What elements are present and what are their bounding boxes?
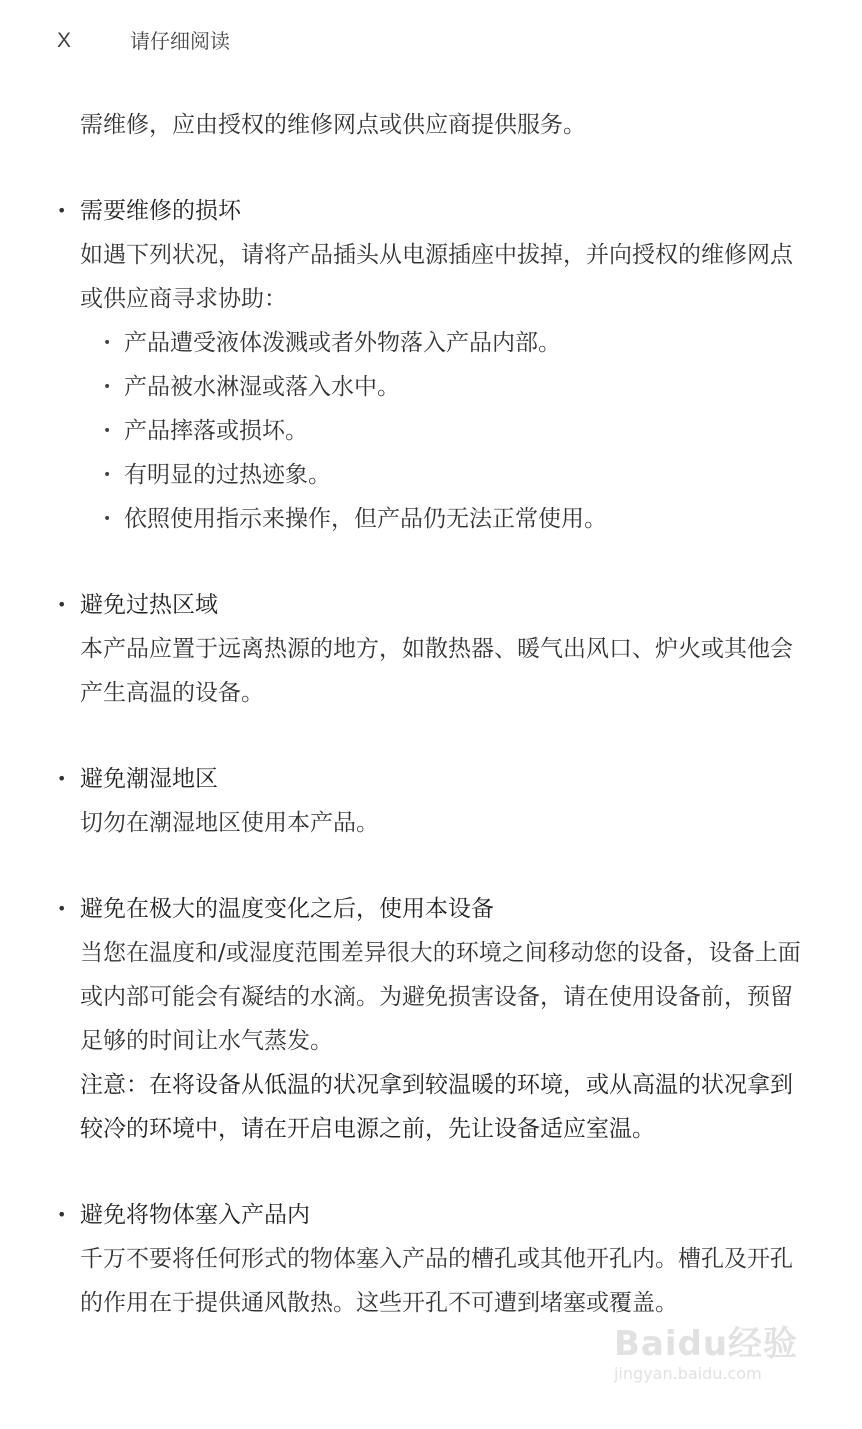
bullet-icon: • — [103, 423, 112, 439]
baidu-watermark — [614, 1316, 814, 1396]
watermark-url: jingyan.baidu.com — [614, 1364, 762, 1383]
list-item-text: 产品被水淋湿或落入水中。 — [124, 374, 400, 400]
section-title-text: 避免在极大的温度变化之后，使用本设备 — [80, 896, 494, 922]
section-avoid-heat — [0, 583, 862, 715]
section-title-text: 避免将物体塞入产品内 — [80, 1202, 310, 1228]
section-title-text: 避免过热区域 — [80, 592, 218, 618]
section-body: 本产品应置于远离热源的地方，如散热器、暖气出风口、炉火或其他会产生高温的设备。 — [80, 636, 793, 706]
list-item — [0, 321, 862, 365]
list-item-text: 依照使用指示来操作，但产品仍无法正常使用。 — [124, 506, 607, 532]
section-temperature-change — [0, 887, 862, 1151]
section-avoid-objects — [0, 1193, 862, 1325]
bullet-icon: • — [57, 595, 67, 614]
section-title — [0, 757, 862, 801]
section-title — [0, 189, 862, 233]
list-item — [0, 497, 862, 541]
section-title — [0, 887, 862, 931]
bullet-icon: • — [103, 335, 112, 351]
bullet-icon: • — [103, 379, 112, 395]
bullet-icon: • — [57, 1205, 67, 1224]
article-content — [0, 103, 862, 1325]
intro-paragraph: 需维修，应由授权的维修网点或供应商提供服务。 — [80, 112, 586, 138]
list-item-text: 产品摔落或损坏。 — [124, 418, 308, 444]
list-item — [0, 409, 862, 453]
section-title-text: 避免潮湿地区 — [80, 766, 218, 792]
section-title-text: 需要维修的损坏 — [80, 198, 241, 224]
section-title — [0, 1193, 862, 1237]
bullet-icon: • — [103, 511, 112, 527]
baidu-logo-icon: Baidu经验 — [614, 1324, 799, 1364]
bullet-icon: • — [57, 769, 67, 788]
section-body: 如遇下列状况，请将产品插头从电源插座中拔掉，并向授权的维修网点或供应商寻求协助： — [80, 242, 793, 312]
section-body: 切勿在潮湿地区使用本产品。 — [80, 810, 379, 836]
bullet-icon: • — [57, 899, 67, 918]
section-body: 千万不要将任何形式的物体塞入产品的槽孔或其他开孔内。槽孔及开孔的作用在于提供通风散热。这些开孔不可遭到堵塞或覆盖。 — [80, 1246, 793, 1316]
section-note: 注意：在将设备从低温的状况拿到较温暖的环境，或从高温的状况拿到较冷的环境中，请在开启电源之前，先让设备适应室温。 — [80, 1072, 793, 1142]
section-title — [0, 583, 862, 627]
section-body: 当您在温度和/或湿度范围差异很大的环境之间移动您的设备，设备上面或内部可能会有凝结的水滴。为避免损害设备，请在使用设备前，预留足够的时间让水气蒸发。 — [80, 940, 801, 1054]
list-item — [0, 453, 862, 497]
section-avoid-humidity — [0, 757, 862, 845]
list-item-text: 有明显的过热迹象。 — [124, 462, 331, 488]
section-repair-damage — [0, 189, 862, 541]
bullet-icon: • — [103, 467, 112, 483]
close-button[interactable]: X — [56, 29, 71, 52]
page-title: 请仔细阅读 — [130, 29, 230, 53]
damage-list — [0, 321, 862, 541]
list-item-text: 产品遭受液体泼溅或者外物落入产品内部。 — [124, 330, 561, 356]
bullet-icon: • — [57, 201, 67, 220]
list-item — [0, 365, 862, 409]
top-bar — [0, 0, 862, 82]
